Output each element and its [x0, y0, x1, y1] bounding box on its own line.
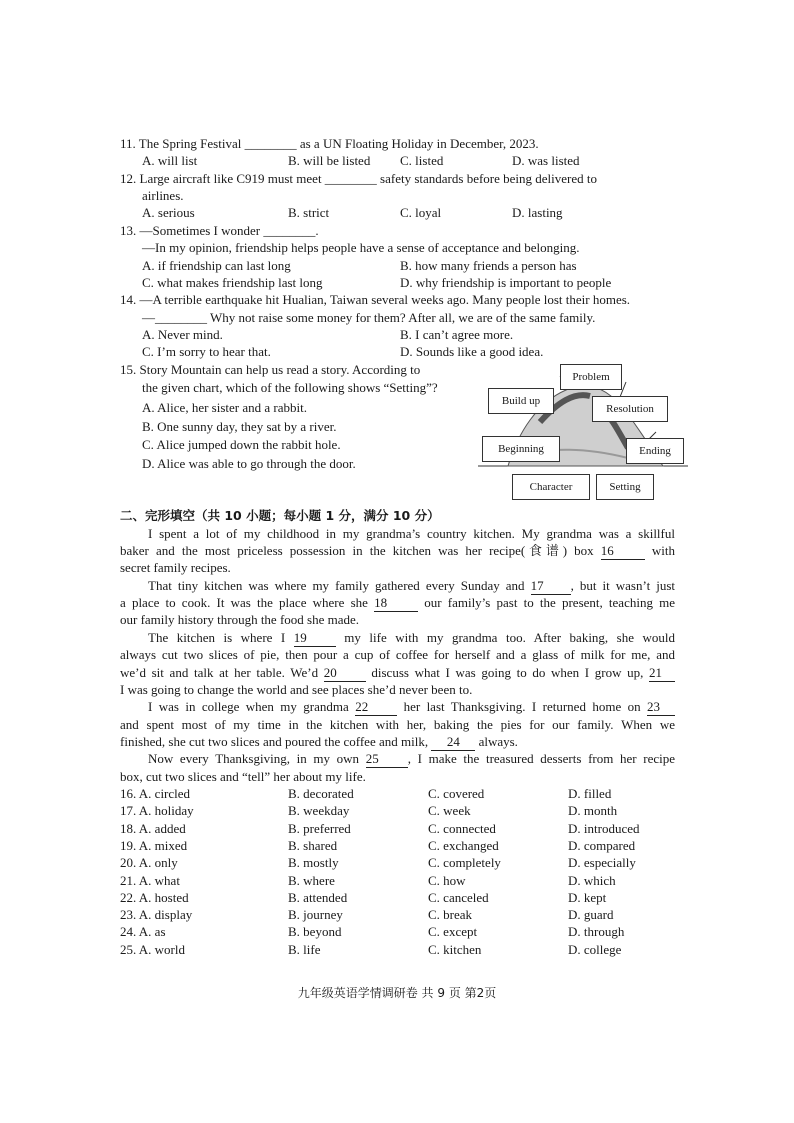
- cloze-option[interactable]: D. which: [568, 872, 616, 888]
- cloze-option[interactable]: B. preferred: [288, 820, 351, 836]
- passage-line: finished, she cut two slices and poured the coffee and milk, 24 always.: [120, 733, 518, 751]
- q14-option-c[interactable]: C. I’m sorry to hear that.: [142, 344, 271, 359]
- q13-option-b[interactable]: B. how many friends a person has: [400, 258, 577, 273]
- cloze-option[interactable]: 23. A. display: [120, 907, 193, 923]
- cloze-option[interactable]: 22. A. hosted: [120, 889, 189, 905]
- question-12: 12. Large aircraft like C919 must meet ________ safety standards before being delivered to: [120, 171, 598, 186]
- q12-option-d[interactable]: D. lasting: [512, 205, 563, 220]
- label-ending: Ending: [626, 438, 684, 464]
- passage-line: always cut two slices of pie, then pour a cup of coffee for herself and a glass of milk for me, and: [120, 647, 675, 662]
- question-13-line2: —In my opinion, friendship helps people have a sense of acceptance and belonging.: [142, 240, 580, 255]
- cloze-option[interactable]: D. kept: [568, 889, 607, 905]
- cloze-option[interactable]: D. through: [568, 924, 625, 940]
- passage-line: and spent most of my time in the kitchen with her, baking the pies for our family. When we: [120, 717, 675, 732]
- cloze-option[interactable]: 25. A. world: [120, 941, 185, 957]
- q15-option-a[interactable]: A. Alice, her sister and a rabbit.: [142, 400, 307, 415]
- passage-line: I spent a lot of my childhood in my grandma’s country kitchen. My grandma was a skillful: [148, 526, 675, 541]
- page-footer: 九年级英语学情调研卷 共 9 页 第2页: [297, 986, 497, 1000]
- blank-17[interactable]: 17: [531, 577, 571, 595]
- cloze-option[interactable]: C. break: [428, 907, 473, 923]
- q11-option-c[interactable]: C. listed: [400, 153, 444, 168]
- q11-option-a[interactable]: A. will list: [142, 153, 198, 168]
- section-heading: 二、完形填空（共 10 小题；每小题 1 分，满分 10 分）: [120, 508, 440, 523]
- cloze-option[interactable]: 17. A. holiday: [120, 803, 194, 819]
- cloze-option[interactable]: 21. A. what: [120, 872, 180, 888]
- cloze-option[interactable]: B. journey: [288, 907, 343, 923]
- cloze-option[interactable]: C. exchanged: [428, 837, 499, 853]
- q12-option-a[interactable]: A. serious: [142, 205, 195, 220]
- cloze-option[interactable]: D. filled: [568, 786, 612, 801]
- cloze-option[interactable]: B. beyond: [288, 924, 342, 940]
- cloze-option[interactable]: C. how: [428, 872, 466, 888]
- passage-line: secret family recipes.: [120, 560, 231, 575]
- cloze-option[interactable]: D. compared: [568, 837, 636, 853]
- cloze-option[interactable]: C. kitchen: [428, 941, 482, 957]
- q13-option-c[interactable]: C. what makes friendship last long: [142, 275, 323, 290]
- label-character: Character: [512, 474, 590, 500]
- cloze-option[interactable]: C. connected: [428, 820, 496, 836]
- question-15-line2: the given chart, which of the following shows “Setting”?: [142, 380, 438, 395]
- q11-option-d[interactable]: D. was listed: [512, 153, 580, 168]
- cloze-option[interactable]: B. weekday: [288, 803, 350, 819]
- label-beginning: Beginning: [482, 436, 560, 462]
- label-problem: Problem: [560, 364, 622, 390]
- passage-line: Now every Thanksgiving, in my own 25 , I make the treasured desserts from her recipe: [148, 750, 675, 768]
- q13-option-a[interactable]: A. if friendship can last long: [142, 258, 291, 273]
- cloze-option[interactable]: 18. A. added: [120, 820, 186, 836]
- cloze-option[interactable]: B. mostly: [288, 855, 339, 871]
- q14-option-b[interactable]: B. I can’t agree more.: [400, 327, 514, 342]
- blank-16[interactable]: 16: [601, 542, 645, 560]
- blank-23[interactable]: 23: [647, 698, 675, 716]
- cloze-option[interactable]: B. attended: [288, 889, 348, 905]
- passage-line: a place to cook. It was the place where she 18 our family’s past to the present, teaching me: [120, 594, 675, 612]
- cloze-option[interactable]: B. decorated: [288, 786, 354, 801]
- question-12-line2: airlines.: [142, 188, 184, 203]
- cloze-option[interactable]: 16. A. circled: [120, 786, 191, 801]
- cloze-option[interactable]: D. month: [568, 803, 618, 819]
- question-13: 13. —Sometimes I wonder ________.: [120, 223, 319, 238]
- blank-19[interactable]: 19: [294, 629, 336, 647]
- passage-line: I was in college when my grandma 22 her last Thanksgiving. I returned home on 23: [148, 698, 675, 716]
- cloze-option[interactable]: C. completely: [428, 855, 501, 871]
- label-setting: Setting: [596, 474, 654, 500]
- passage-line: box, cut two slices and “tell” her about my life.: [120, 769, 366, 784]
- q13-option-d[interactable]: D. why friendship is important to people: [400, 275, 612, 290]
- passage-line: That tiny kitchen was where my family gathered every Sunday and 17 , but it wasn’t just: [148, 577, 675, 595]
- q15-option-b[interactable]: B. One sunny day, they sat by a river.: [142, 419, 337, 434]
- passage-line: The kitchen is where I 19 my life with my grandma too. After baking, she would: [148, 629, 675, 647]
- blank-24[interactable]: 24: [431, 733, 475, 751]
- cloze-option[interactable]: 20. A. only: [120, 855, 178, 871]
- cloze-option[interactable]: 24. A. as: [120, 924, 166, 940]
- q12-option-c[interactable]: C. loyal: [400, 205, 442, 220]
- question-14: 14. —A terrible earthquake hit Hualian, Taiwan several weeks ago. Many people lost their homes.: [120, 292, 631, 307]
- cloze-option[interactable]: D. introduced: [568, 820, 640, 836]
- label-build-up: Build up: [488, 388, 554, 414]
- cloze-option[interactable]: B. shared: [288, 837, 338, 853]
- cloze-option[interactable]: C. week: [428, 803, 471, 819]
- cloze-option[interactable]: C. except: [428, 924, 478, 940]
- q12-option-b[interactable]: B. strict: [288, 205, 330, 220]
- passage-line: our family history through the food she made.: [120, 612, 360, 627]
- blank-25[interactable]: 25: [366, 750, 408, 768]
- q11-option-b[interactable]: B. will be listed: [288, 153, 371, 168]
- story-mountain-chart: [478, 362, 688, 502]
- cloze-option[interactable]: 19. A. mixed: [120, 837, 188, 853]
- question-15: 15. Story Mountain can help us read a story. According to: [120, 362, 421, 377]
- passage-line: baker and the most priceless possession in the kitchen was her recipe(食谱) box 16 with: [120, 542, 675, 560]
- blank-18[interactable]: 18: [374, 594, 418, 612]
- cloze-option[interactable]: C. canceled: [428, 889, 489, 905]
- q15-option-d[interactable]: D. Alice was able to go through the door.: [142, 456, 356, 471]
- blank-20[interactable]: 20: [324, 664, 366, 682]
- blank-21[interactable]: 21: [649, 664, 675, 682]
- q14-option-d[interactable]: D. Sounds like a good idea.: [400, 344, 544, 359]
- passage-line: we’d sit and talk at her table. We’d 20 discuss what I was going to do when I grow up, 21: [120, 664, 675, 682]
- cloze-option[interactable]: B. where: [288, 872, 335, 888]
- question-11: 11. The Spring Festival ________ as a UN Floating Holiday in December, 2023.: [120, 136, 539, 151]
- cloze-option[interactable]: D. especially: [568, 855, 636, 871]
- label-resolution: Resolution: [592, 396, 668, 422]
- blank-22[interactable]: 22: [355, 698, 397, 716]
- q14-option-a[interactable]: A. Never mind.: [142, 327, 223, 342]
- q15-option-c[interactable]: C. Alice jumped down the rabbit hole.: [142, 437, 341, 452]
- cloze-option[interactable]: D. guard: [568, 907, 614, 923]
- cloze-option[interactable]: D. college: [568, 941, 622, 957]
- cloze-option[interactable]: C. covered: [428, 786, 485, 801]
- passage-line: I was going to change the world and see places she’d never been to.: [120, 682, 473, 697]
- cloze-option[interactable]: B. life: [288, 941, 321, 957]
- question-14-line2: —________ Why not raise some money for them? After all, we are of the same family.: [142, 310, 596, 325]
